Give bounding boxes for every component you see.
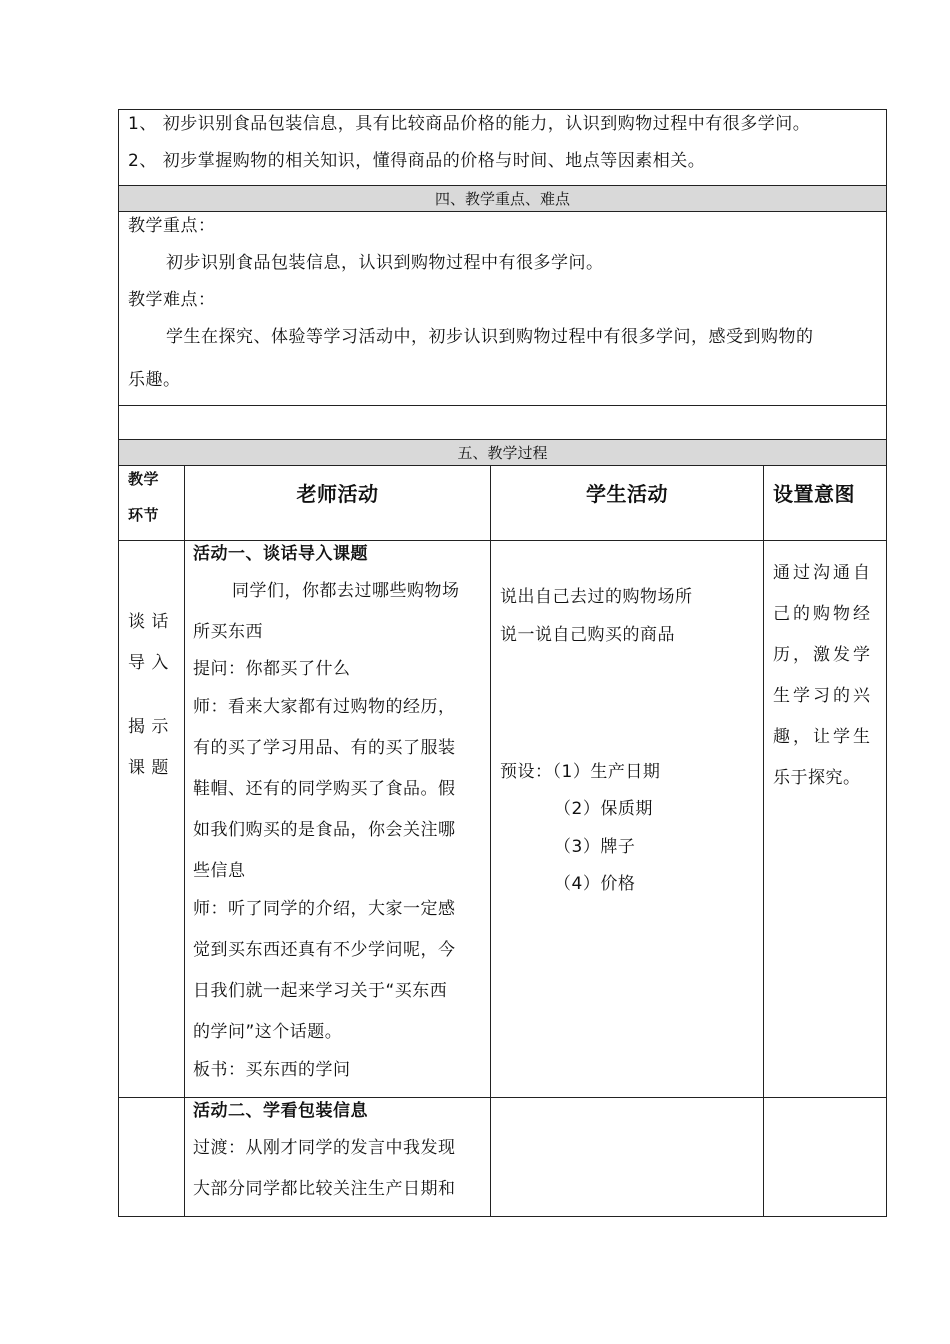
intent-line: 趣，让学生 bbox=[773, 727, 873, 747]
teacher-line: 过渡：从刚才同学的发言中我发现 bbox=[193, 1138, 456, 1158]
objective-2: 2、 初步掌握购物的相关知识，懂得商品的价格与时间、地点等因素相关。 bbox=[128, 151, 706, 171]
stage-line: 导 入 bbox=[128, 653, 169, 673]
stage-line: 课 题 bbox=[128, 758, 169, 778]
teacher-line: 有的买了学习用品、有的买了服装 bbox=[193, 738, 456, 758]
teacher-line: 板书：买东西的学问 bbox=[193, 1060, 351, 1080]
difficulty-text-1: 学生在探究、体验等学习活动中，初步认识到购物过程中有很多学问，感受到购物的 bbox=[166, 327, 814, 347]
activity-2-title: 活动二、学看包装信息 bbox=[193, 1101, 368, 1121]
key-text: 初步识别食品包装信息，认识到购物过程中有很多学问。 bbox=[166, 253, 604, 273]
difficulty-text-2: 乐趣。 bbox=[128, 370, 181, 390]
preset-line: （4）价格 bbox=[554, 874, 636, 894]
student-line: 说出自己去过的购物场所 bbox=[500, 587, 693, 607]
teacher-line: 觉到买东西还真有不少学问呢，今 bbox=[193, 940, 456, 960]
header-stage-2: 环节 bbox=[128, 506, 160, 524]
preset-line: （2）保质期 bbox=[554, 799, 653, 819]
activity-1-title: 活动一、谈话导入课题 bbox=[193, 544, 368, 564]
preset-line: （3）牌子 bbox=[554, 837, 636, 857]
teacher-line: 日我们就一起来学习关于“买东西 bbox=[193, 981, 448, 1001]
intent-line: 通过沟通自 bbox=[773, 563, 873, 583]
intent-line: 生学习的兴 bbox=[773, 686, 873, 706]
difficulty-label: 教学难点： bbox=[128, 290, 216, 310]
teacher-line: 如我们购买的是食品，你会关注哪 bbox=[193, 820, 456, 840]
objective-1: 1、 初步识别食品包装信息，具有比较商品价格的能力，认识到购物过程中有很多学问。 bbox=[128, 114, 811, 134]
teacher-line: 师：听了同学的介绍，大家一定感 bbox=[193, 899, 456, 919]
header-student: 学生活动 bbox=[586, 482, 668, 506]
intent-line: 历，激发学 bbox=[773, 645, 873, 665]
header-stage-1: 教学 bbox=[128, 470, 160, 488]
section5-title: 五、教学过程 bbox=[457, 444, 548, 462]
key-label: 教学重点： bbox=[128, 216, 216, 236]
teacher-line: 师：看来大家都有过购物的经历， bbox=[193, 697, 456, 717]
student-line: 说一说自己购买的商品 bbox=[500, 625, 675, 645]
teacher-line: 提问：你都买了什么 bbox=[193, 659, 351, 679]
teacher-line: 同学们，你都去过哪些购物场 bbox=[232, 581, 460, 601]
section4-title: 四、教学重点、难点 bbox=[434, 190, 570, 208]
intent-line: 乐于探究。 bbox=[773, 768, 861, 788]
stage-line: 谈 话 bbox=[128, 612, 169, 632]
header-teacher: 老师活动 bbox=[296, 482, 379, 506]
teacher-line: 的学问”这个话题。 bbox=[193, 1022, 343, 1042]
stage-line: 揭 示 bbox=[128, 717, 169, 737]
teacher-line: 大部分同学都比较关注生产日期和 bbox=[193, 1179, 456, 1199]
header-intent: 设置意图 bbox=[773, 482, 855, 506]
intent-line: 己的购物经 bbox=[773, 604, 873, 624]
teacher-line: 所买东西 bbox=[193, 622, 263, 642]
preset-line: 预设：（1）生产日期 bbox=[500, 762, 661, 782]
teacher-line: 鞋帽、还有的同学购买了食品。假 bbox=[193, 779, 456, 799]
teacher-line: 些信息 bbox=[193, 861, 246, 881]
